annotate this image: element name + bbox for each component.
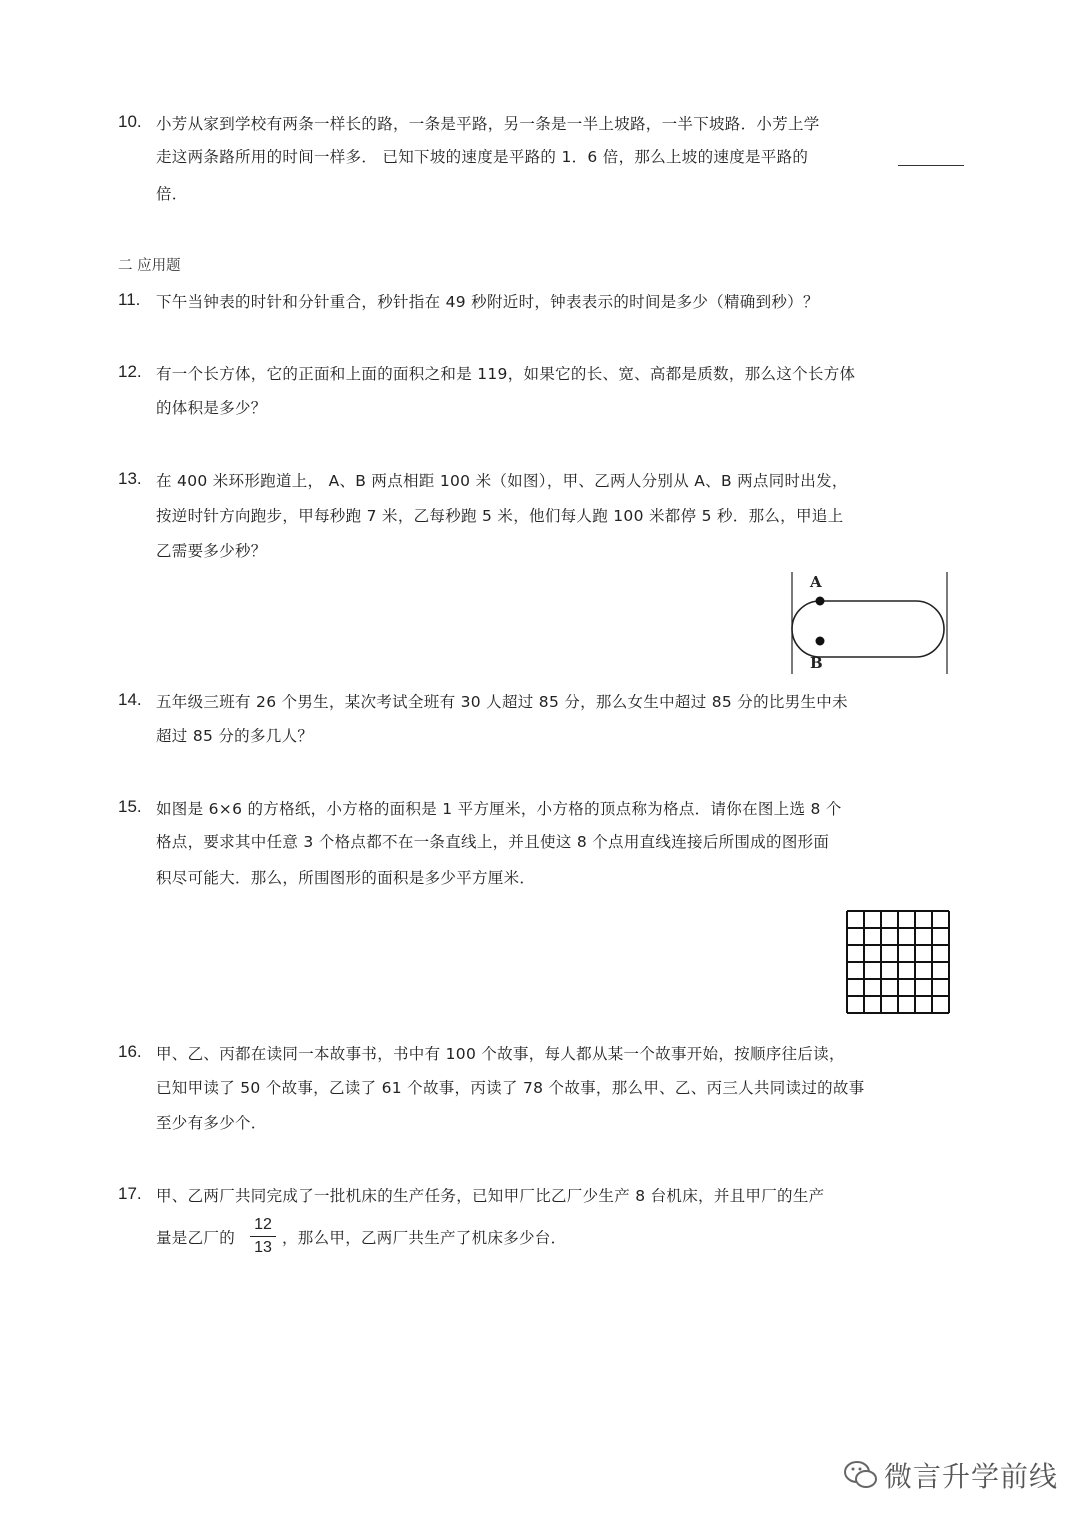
watermark-text: 微言升学前线: [884, 1460, 1059, 1493]
problem-10-number: 10.: [118, 112, 142, 131]
problem-13-line-3: 乙需要多少秒？: [156, 542, 267, 560]
problem-14-line-2: 超过 85 分的多几人？: [156, 727, 314, 745]
answer-blank: [898, 165, 964, 166]
problem-16-line-2: 已知甲读了 50 个故事，乙读了 61 个故事，丙读了 78 个故事，那么甲、乙、丙三人共同读过的故事: [156, 1079, 865, 1097]
point-b-label: B: [810, 654, 823, 672]
problem-13-line-1: 在 400 米环形跑道上， A、B 两点相距 100 米（如图），甲、乙两人分别从 A、B 两点同时出发，: [156, 472, 848, 490]
section-title: 二 应用题: [118, 258, 181, 274]
problem-17-number: 17.: [118, 1184, 142, 1203]
problem-14-number: 14.: [118, 690, 142, 709]
point-a-label: A: [810, 573, 822, 591]
problem-15-line-1: 如图是 6×6 的方格纸，小方格的面积是 1 平方厘米，小方格的顶点称为格点．请你在图上选 8 个: [156, 800, 842, 818]
problem-14-line-1: 五年级三班有 26 个男生，某次考试全班有 30 人超过 85 分，那么女生中超过 85 分的比男生中未: [156, 693, 848, 711]
fraction-bar: [250, 1236, 276, 1237]
track-figure: [788, 570, 953, 678]
problem-16-line-1: 甲、乙、丙都在读同一本故事书，书中有 100 个故事，每人都从某一个故事开始，按顺序往后读，: [156, 1045, 845, 1063]
wechat-icon: [842, 1458, 880, 1492]
point-b-dot: [816, 637, 825, 646]
problem-12-line-1: 有一个长方体，它的正面和上面的面积之和是 119，如果它的长、宽、高都是质数，那么这个长方体: [156, 365, 856, 383]
problem-17-line-1: 甲、乙两厂共同完成了一批机床的生产任务，已知甲厂比乙厂少生产 8 台机床，并且甲厂的生产: [156, 1187, 825, 1205]
grid-figure: [845, 909, 951, 1015]
fraction-denominator: 13: [254, 1239, 272, 1256]
problem-10-line-1: 小芳从家到学校有两条一样长的路，一条是平路，另一条是一半上坡路，一半下坡路．小芳上学: [156, 115, 820, 133]
fraction-numerator: 12: [254, 1216, 272, 1233]
problem-16-number: 16.: [118, 1042, 142, 1061]
fraction-12-13: [250, 1216, 276, 1257]
problem-17-line-2: 量是乙厂的: [156, 1229, 236, 1247]
problem-16-line-3: 至少有多少个．: [156, 1114, 267, 1132]
problem-13-number: 13.: [118, 469, 142, 488]
problem-11-line-1: 下午当钟表的时针和分针重合，秒针指在 49 秒附近时，钟表表示的时间是多少（精确到秒）？: [156, 293, 819, 311]
point-a-dot: [816, 597, 825, 606]
problem-12-number: 12.: [118, 362, 142, 381]
problem-10-line-3: 倍．: [156, 185, 188, 203]
problem-10-line-2: 走这两条路所用的时间一样多． 已知下坡的速度是平路的 1．6 倍，那么上坡的速度是平路的: [156, 148, 809, 166]
problem-15-line-3: 积尽可能大．那么，所围图形的面积是多少平方厘米．: [156, 869, 536, 887]
track-oval: [792, 601, 944, 657]
problem-11-number: 11.: [118, 290, 141, 309]
problem-17-line-2-rest: ，那么甲，乙两厂共生产了机床多少台．: [282, 1229, 567, 1247]
problem-15-number: 15.: [118, 797, 142, 816]
problem-13-line-2: 按逆时针方向跑步，甲每秒跑 7 米，乙每秒跑 5 米，他们每人跑 100 米都停 5 秒．那么，甲追上: [156, 507, 844, 525]
problem-15-line-2: 格点，要求其中任意 3 个格点都不在一条直线上，并且使这 8 个点用直线连接后所围成的图形面: [156, 833, 830, 851]
problem-12-line-2: 的体积是多少？: [156, 399, 267, 417]
